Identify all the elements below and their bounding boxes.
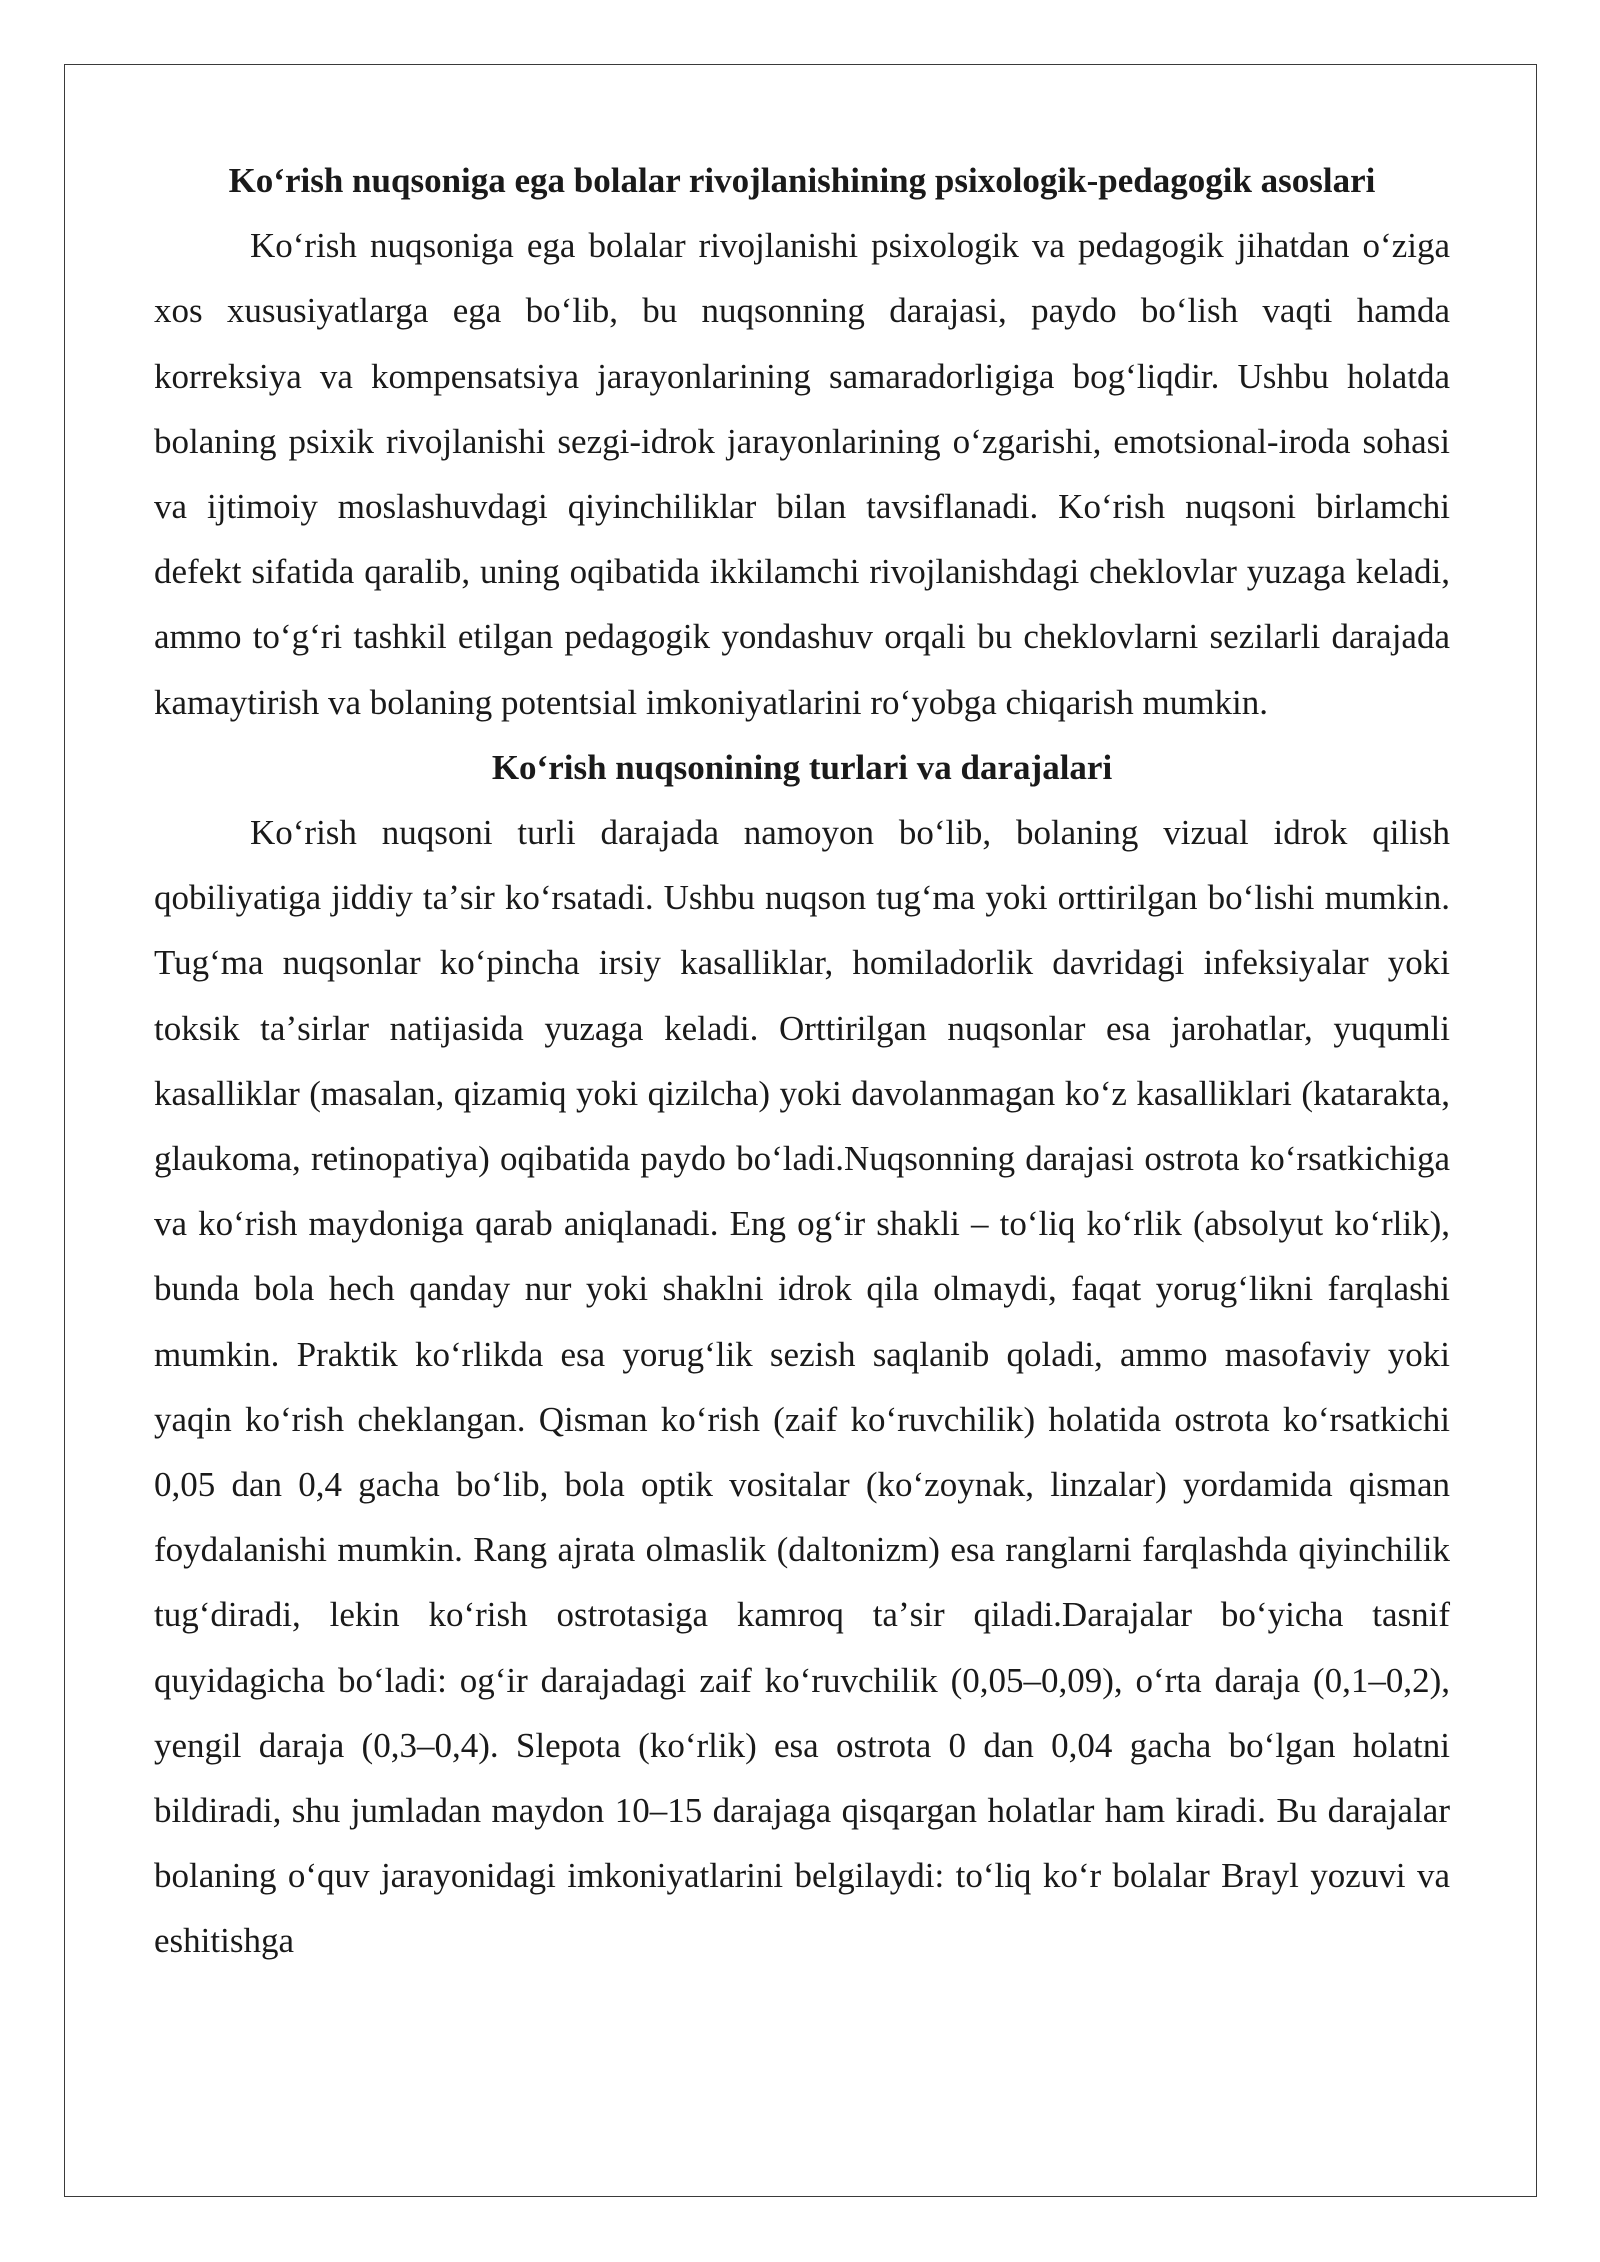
section-paragraph: Koʻrish nuqsoni turli darajada namoyon boʻlib, bolaning vizual idrok qilish qobiliyatiga jiddiy taʼsir koʻrsatadi. Ushbu nuqson tugʻma yoki orttirilgan boʻlishi mumkin. Tugʻma nuqsonlar koʻpincha irsiy kasalliklar, homiladorlik davridagi infeksiyalar yoki toksik taʼsirlar natijasida yuzaga keladi. Orttirilgan nuqsonlar esa jarohatlar, yuqumli kasalliklar (masalan, qizamiq yoki qizilcha) yoki davolanmagan koʻz kasalliklari (katarakta, glaukoma, retinopatiya) oqibatida paydo boʻladi.Nuqsonning darajasi ostrota koʻrsatkichiga va koʻrish maydoniga qarab aniqlanadi. Eng ogʻir shakli – toʻliq koʻrlik (absolyut koʻrlik), bunda bola hech qanday nur yoki shaklni idrok qila olmaydi, faqat yorugʻlikni farqlashi mumkin. Praktik koʻrlikda esa yorugʻlik sezish saqlanib qoladi, ammo masofaviy yoki yaqin koʻrish cheklangan. Qisman koʻrish (zaif koʻruvchilik) holatida ostrota koʻrsatkichi 0,05 dan 0,4 gacha boʻlib, bola optik vositalar (koʻzoynak, linzalar) yordamida qisman foydalanishi mumkin. Rang ajrata olmaslik (daltonizm) esa ranglarni farqlashda qiyinchilik tugʻdiradi, lekin koʻrish ostrotasiga kamroq taʼsir qiladi.Darajalar boʻyicha tasnif quyidagicha boʻladi: ogʻir darajadagi zaif koʻruvchilik (0,05–0,09), oʻrta daraja (0,1–0,2), yengil daraja (0,3–0,4). Slepota (koʻrlik) esa ostrota 0 dan 0,04 gacha boʻlgan holatni bildiradi, shu jumladan maydon 10–15 darajaga qisqargan holatlar ham kiradi. Bu darajalar bolaning oʻquv jarayonidagi imkoniyatlarini belgilaydi: toʻliq koʻr bolalar Brayl yozuvi va eshitishga (154, 813, 1450, 1961)
document-body (154, 148, 1450, 1974)
document-title: Koʻrish nuqsoniga ega bolalar rivojlanishining psixologik-pedagogik asoslari (228, 161, 1376, 200)
intro-paragraph: Koʻrish nuqsoniga ega bolalar rivojlanishi psixologik va pedagogik jihatdan oʻziga xos xususiyatlarga ega boʻlib, bu nuqsonning darajasi, paydo boʻlish vaqti hamda korreksiya va kompensatsiya jarayonlarining samaradorligiga bogʻliqdir. Ushbu holatda bolaning psixik rivojlanishi sezgi-idrok jarayonlarining oʻzgarishi, emotsional-iroda sohasi va ijtimoiy moslashuvdagi qiyinchiliklar bilan tavsiflanadi. Koʻrish nuqsoni birlamchi defekt sifatida qaralib, uning oqibatida ikkilamchi rivojlanishdagi cheklovlar yuzaga keladi, ammo toʻgʻri tashkil etilgan pedagogik yondashuv orqali bu cheklovlarni sezilarli darajada kamaytirish va bolaning potentsial imkoniyatlarini roʻyobga chiqarish mumkin. (154, 226, 1450, 722)
section-heading: Koʻrish nuqsonining turlari va darajalari (491, 747, 1113, 787)
